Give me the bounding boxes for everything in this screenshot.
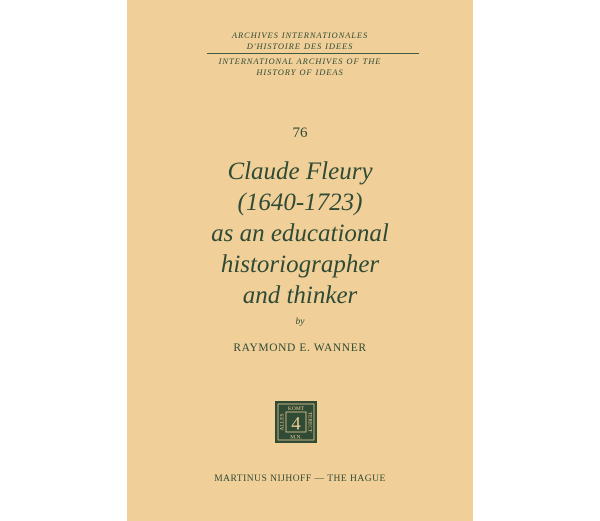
series-french-line-1: ARCHIVES INTERNATIONALES bbox=[231, 30, 369, 40]
series-french-line-2: D'HISTOIRE DES IDEES bbox=[246, 41, 354, 51]
emblem-text-right: TERECT bbox=[306, 411, 313, 433]
series-divider bbox=[207, 53, 419, 54]
publisher-emblem-icon bbox=[275, 401, 317, 443]
emblem-numeral: 4 bbox=[291, 413, 301, 435]
title-line-2: (1640-1723) bbox=[237, 189, 363, 216]
book-cover bbox=[127, 0, 473, 521]
series-english-line-2: HISTORY OF IDEAS bbox=[256, 67, 344, 77]
publisher-imprint: MARTINUS NIJHOFF — THE HAGUE bbox=[214, 474, 386, 484]
volume-number: 76 bbox=[292, 125, 308, 141]
title-line-5: and thinker bbox=[242, 282, 358, 309]
series-english-line-1: INTERNATIONAL ARCHIVES OF THE bbox=[218, 56, 382, 66]
emblem-text-left: ALLES bbox=[279, 413, 286, 431]
series-title-french bbox=[127, 30, 473, 52]
title-line-1: Claude Fleury bbox=[227, 158, 373, 185]
author-name: RAYMOND E. WANNER bbox=[233, 342, 367, 354]
title-line-3: as an educational bbox=[211, 220, 389, 247]
series-title-english bbox=[127, 56, 473, 78]
emblem-text-bottom: M.N. bbox=[290, 434, 302, 441]
book-title bbox=[127, 156, 473, 311]
by-label: by bbox=[295, 317, 305, 327]
title-line-4: historiographer bbox=[220, 251, 380, 278]
emblem-text-top: KOMT bbox=[287, 406, 305, 413]
